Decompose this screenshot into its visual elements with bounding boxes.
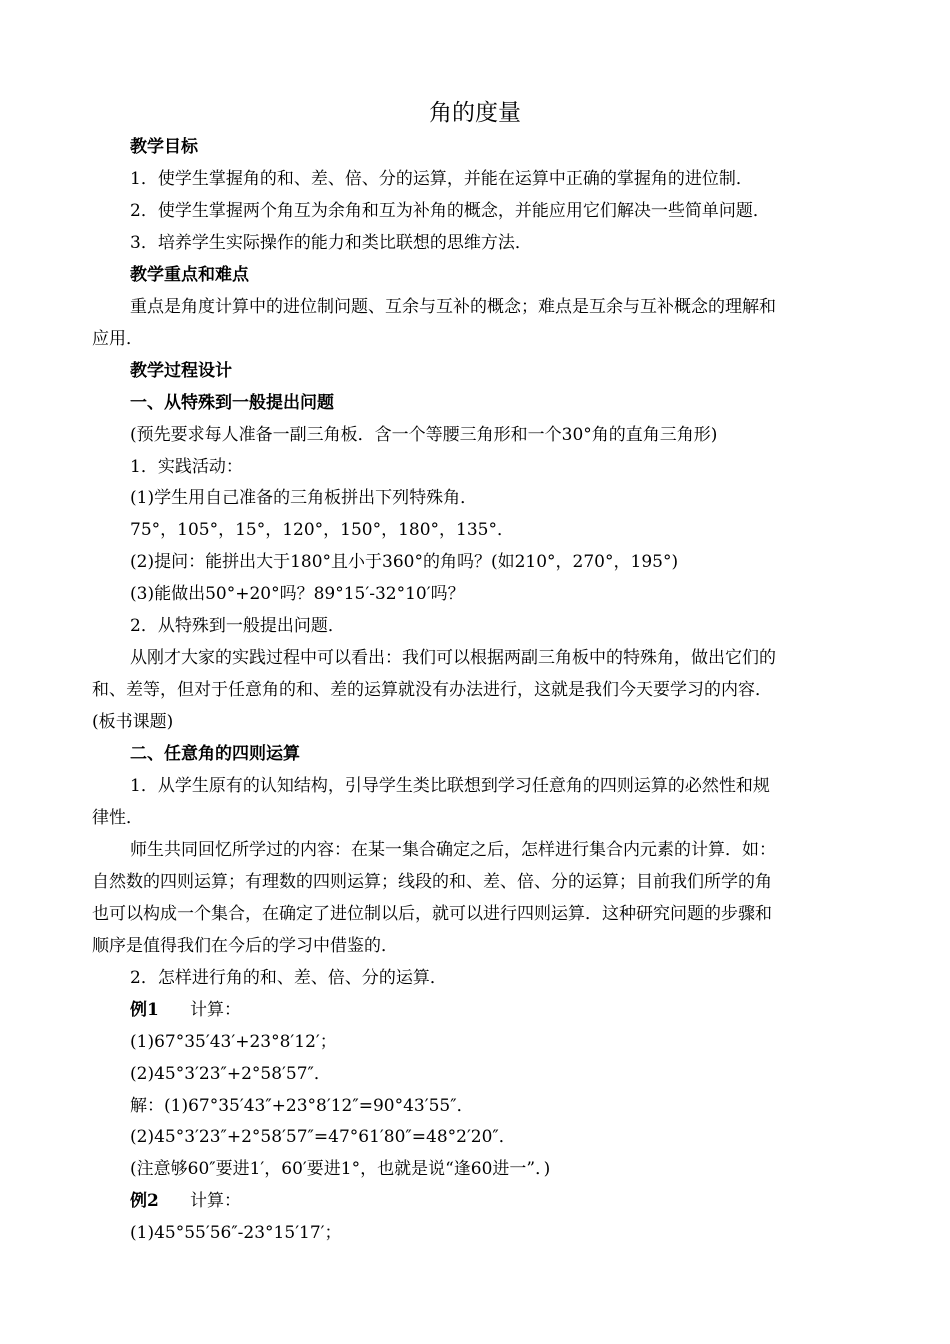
line-text: (2)提问：能拼出大于180°且小于360°的角吗？(如210°，270°，195°) (130, 552, 679, 572)
text-line (92, 327, 950, 351)
text-line (130, 1157, 950, 1181)
line-text: 重点是角度计算中的进位制问题、互余与互补的概念；难点是互余与互补概念的理解和 (130, 297, 776, 317)
text-line (130, 518, 950, 542)
line-text: 2．使学生掌握两个角互为余角和互为补角的概念，并能应用它们解决一些简单问题． (130, 201, 770, 221)
section-heading (130, 391, 950, 415)
line-text: 75°，105°，15°，120°，150°，180°，135°． (130, 520, 515, 540)
text-line (130, 1094, 950, 1118)
example-label: 例2 (130, 1191, 159, 1211)
text-line (130, 486, 950, 510)
text-line (130, 550, 950, 574)
section-heading (130, 742, 950, 766)
section-heading (130, 359, 950, 383)
line-text: 解：(1)67°35′43″+23°8′12″=90°43′55″． (130, 1096, 474, 1116)
line-text: 二、任意角的四则运算 (130, 744, 300, 764)
example-label: 例1 (130, 1000, 159, 1020)
line-text: 2．从特殊到一般提出问题． (130, 616, 345, 636)
text-line (130, 1062, 950, 1086)
text-line (92, 870, 950, 894)
text-line (130, 998, 950, 1022)
text-line (130, 199, 950, 223)
line-text: 师生共同回忆所学过的内容：在某一集合确定之后，怎样进行集合内元素的计算．如： (130, 840, 776, 860)
text-line (92, 678, 950, 702)
line-text: 顺序是值得我们在今后的学习中借鉴的． (92, 936, 398, 956)
text-line (92, 710, 950, 734)
line-text: 教学目标 (130, 137, 198, 157)
text-line (92, 902, 950, 926)
text-line (130, 167, 950, 191)
line-text: (板书课题) (92, 712, 174, 732)
line-text: (预先要求每人准备一副三角板．含一个等腰三角形和一个30°角的直角三角形) (130, 425, 718, 445)
line-text: 计算： (190, 1191, 241, 1211)
line-text: (2)45°3′23″+2°58′57″=47°61′80″=48°2′20″． (130, 1127, 516, 1147)
text-line (92, 934, 950, 958)
line-text: (1)学生用自己准备的三角板拼出下列特殊角． (130, 488, 478, 508)
text-line (130, 646, 950, 670)
section-heading (130, 263, 950, 287)
line-text: 1．实践活动： (130, 457, 243, 477)
line-text: 3．培养学生实际操作的能力和类比联想的思维方法． (130, 233, 532, 253)
line-text: 计算： (190, 1000, 241, 1020)
line-text: 2．怎样进行角的和、差、倍、分的运算． (130, 968, 447, 988)
text-line (130, 1030, 950, 1054)
text-line (130, 423, 950, 447)
line-text: 教学重点和难点 (130, 265, 249, 285)
line-text: 1．从学生原有的认知结构，引导学生类比联想到学习任意角的四则运算的必然性和规 (130, 776, 770, 796)
text-line (130, 614, 950, 638)
text-line (130, 838, 950, 862)
line-text: 从刚才大家的实践过程中可以看出：我们可以根据两副三角板中的特殊角，做出它们的 (130, 648, 776, 668)
line-text: 一、从特殊到一般提出问题 (130, 393, 334, 413)
line-text: (1)67°35′43′+23°8′12′； (130, 1032, 337, 1052)
line-text: 应用． (92, 329, 143, 349)
line-text: (2)45°3′23″+2°58′57″． (130, 1064, 331, 1084)
text-line (130, 582, 950, 606)
line-text: 教学过程设计 (130, 361, 232, 381)
text-line (130, 1125, 950, 1149)
section-heading (130, 135, 950, 159)
line-text: 律性． (92, 808, 143, 828)
document-title: 角的度量 (429, 100, 521, 126)
line-text: 1．使学生掌握角的和、差、倍、分的运算，并能在运算中正确的掌握角的进位制． (130, 169, 753, 189)
line-text: (1)45°55′56″-23°15′17′； (130, 1223, 342, 1243)
line-text: 和、差等，但对于任意角的和、差的运算就没有办法进行，这就是我们今天要学习的内容． (92, 680, 772, 700)
text-line (130, 966, 950, 990)
text-line (130, 231, 950, 255)
text-line (92, 806, 950, 830)
line-text: (3)能做出50°+20°吗？89°15′-32°10′吗？ (130, 584, 465, 604)
line-text: 自然数的四则运算；有理数的四则运算；线段的和、差、倍、分的运算；目前我们所学的角 (92, 872, 772, 892)
line-text: (注意够60″要进1′，60′要进1°，也就是说“逢60进一”．) (130, 1159, 551, 1179)
text-line (130, 1189, 950, 1213)
text-line (130, 295, 950, 319)
text-line (130, 455, 950, 479)
text-line (130, 774, 950, 798)
text-line (130, 1221, 950, 1245)
line-text: 也可以构成一个集合，在确定了进位制以后，就可以进行四则运算．这种研究问题的步骤和 (92, 904, 772, 924)
